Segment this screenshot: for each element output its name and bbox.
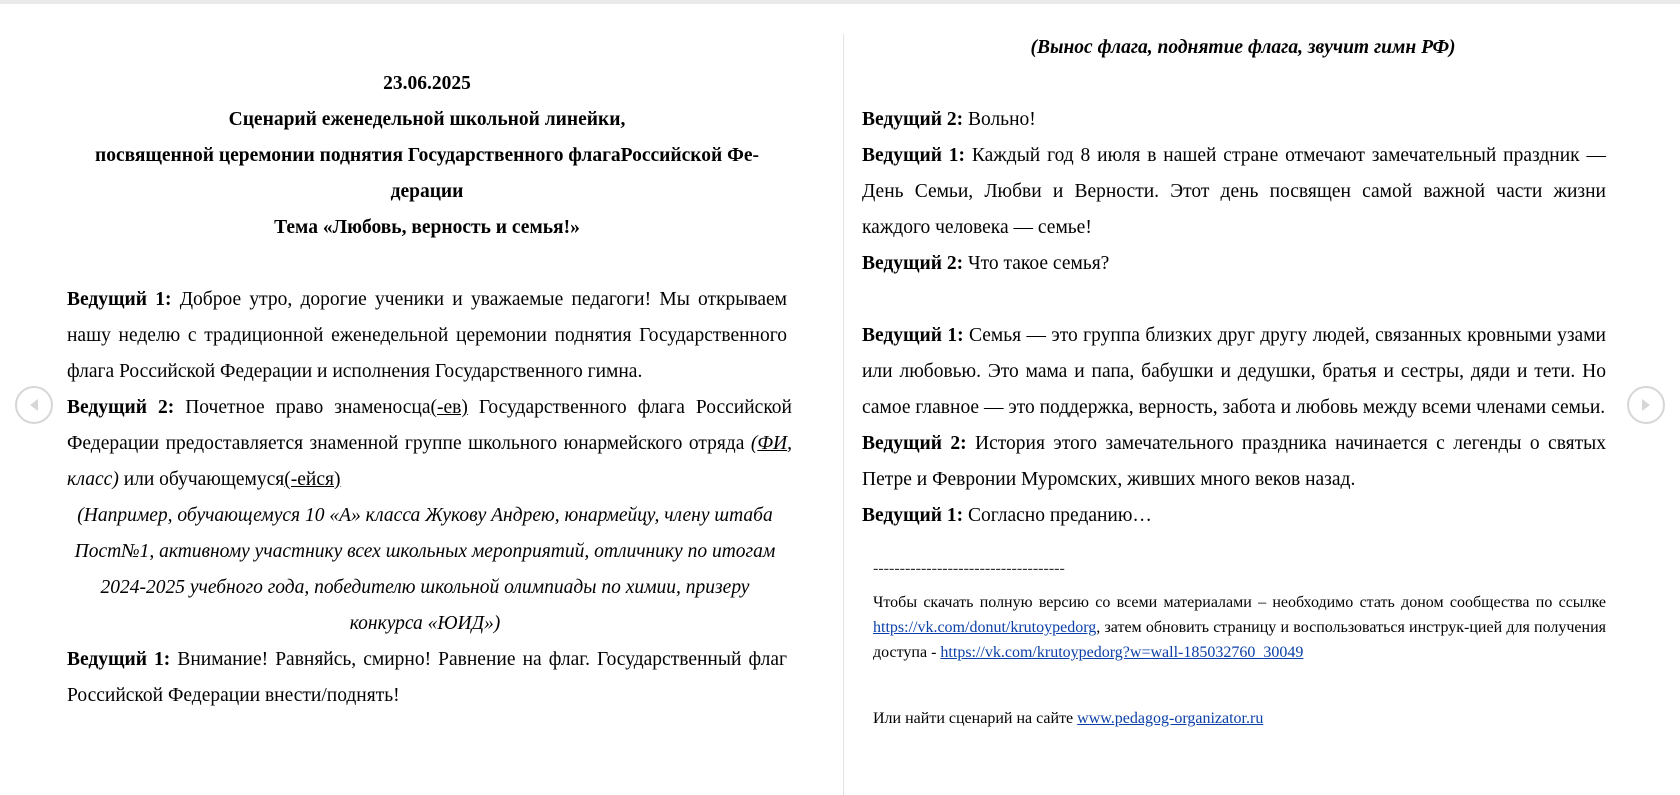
speaker-label: Ведущий 1: bbox=[862, 325, 964, 346]
prev-page-button[interactable] bbox=[15, 386, 53, 424]
paragraph-host1-greeting bbox=[67, 282, 787, 390]
paragraph-text: Семья — это группа близких друг другу людей, связанных кровными узами или любовью. Это мама и папа, бабушки и дедушки, братья и сестры, дяди и тети. Но самое главное — это поддержка, верность, забота и любовь между всеми членами семьи. bbox=[862, 325, 1606, 418]
speaker-label: Ведущий 2: bbox=[67, 397, 175, 418]
chevron-left-icon bbox=[25, 396, 43, 414]
underlined-placeholder: (-ев) bbox=[430, 397, 468, 418]
speaker-label: Ведущий 2: bbox=[862, 433, 967, 454]
chevron-right-icon bbox=[1637, 396, 1655, 414]
underlined-placeholder: (-ейся) bbox=[284, 469, 341, 490]
stage-direction: (Вынос флага, поднятие флага, звучит гимн РФ) bbox=[1030, 37, 1456, 58]
speaker-label: Ведущий 2: bbox=[862, 109, 964, 130]
speaker-label: Ведущий 1: bbox=[862, 505, 964, 526]
document-title-line-3: дерации bbox=[390, 181, 464, 202]
download-instructions: Чтобы скачать полную версию со всеми материалами – необходимо стать доном сообщества по ссылке https://vk.com/donut/krutoypedorg, затем обновить страницу и воспользоваться инструк-цией для получения доступа - https://vk.com/krutoypedorg?w=wall-185032760_30049 bbox=[873, 594, 1606, 661]
wall-post-link[interactable]: https://vk.com/krutoypedorg?w=wall-185032760_30049 bbox=[940, 644, 1304, 661]
paragraph-text: или обучающемуся bbox=[118, 469, 285, 490]
left-page bbox=[67, 66, 792, 714]
page-divider bbox=[843, 34, 844, 795]
paragraph-host1-attention bbox=[67, 642, 787, 714]
speaker-label: Ведущий 1: bbox=[862, 145, 966, 166]
paragraph-text: Доброе утро, дорогие ученики и уважаемые педагоги! Мы открываем нашу неделю с традиционной еженедельной церемонии поднятия Государственного флага Российской Федерации и исполнения Государственного гимна. bbox=[67, 289, 787, 382]
donut-link[interactable]: https://vk.com/donut/krutoypedorg bbox=[873, 619, 1097, 636]
speaker-label: Ведущий 1: bbox=[67, 649, 171, 670]
note-separator: ------------------------------------ bbox=[873, 560, 1065, 577]
speaker-label: Ведущий 2: bbox=[862, 253, 964, 274]
site-note: Или найти сценарий на сайте www.pedagog-organizator.ru bbox=[873, 710, 1264, 727]
paragraph-text: Что такое семья? bbox=[963, 253, 1110, 274]
paragraph-host2-question bbox=[862, 246, 1606, 282]
example-note: (Например, обучающемуся 10 «А» класса Жукову Андрею, юнармейцу, члену штаба Пост№1, активному участнику всех школьных мероприятий, отличнику по итогам 2024-2025 учебного года, победителю школьной олимпиады по химии, призеру конкурса «ЮИД») bbox=[74, 505, 776, 634]
top-bar bbox=[0, 0, 1680, 4]
site-link[interactable]: www.pedagog-organizator.ru bbox=[1077, 710, 1264, 727]
document-theme: Тема «Любовь, верность и семья!» bbox=[274, 217, 580, 238]
download-note bbox=[862, 556, 1606, 731]
italic-placeholder: (ФИ, класс) bbox=[67, 433, 792, 490]
paragraph-text: Почетное право знаменосца bbox=[174, 397, 431, 418]
paragraph-host2-history bbox=[862, 426, 1606, 498]
document-title-line-1: Сценарий еженедельной школьной линейки, bbox=[228, 109, 626, 130]
next-page-button[interactable] bbox=[1627, 386, 1665, 424]
paragraph-host2-flagbearers bbox=[67, 390, 792, 498]
paragraph-host1-family bbox=[862, 318, 1606, 426]
paragraph-text: Внимание! Равняйсь, смирно! Равнение на флаг. Государственный флаг Российской Федерации внести/поднять! bbox=[67, 649, 787, 706]
right-page bbox=[862, 30, 1606, 731]
document-date: 23.06.2025 bbox=[383, 73, 471, 94]
paragraph-host2-rest bbox=[862, 102, 1606, 138]
paragraph-text: История этого замечательного праздника начинается с легенды о святых Петре и Февронии Муромских, живших много веков назад. bbox=[862, 433, 1606, 490]
paragraph-text: Вольно! bbox=[963, 109, 1036, 130]
paragraph-text: Согласно преданию… bbox=[963, 505, 1152, 526]
paragraph-host1-legend bbox=[862, 498, 1606, 534]
speaker-label: Ведущий 1: bbox=[67, 289, 172, 310]
paragraph-host1-holiday bbox=[862, 138, 1606, 246]
document-title-line-2: посвященной церемонии поднятия Государственного флагаРоссийской Фе- bbox=[94, 145, 760, 166]
paragraph-text: Каждый год 8 июля в нашей стране отмечают замечательный праздник — День Семьи, Любви и Верности. Этот день посвящен самой важной части жизни каждого человека — семье! bbox=[862, 145, 1606, 238]
paragraph-text: Государственного флага Российской Федерации предоставляется знаменной группе школьного юнармейского отряда bbox=[67, 397, 792, 454]
